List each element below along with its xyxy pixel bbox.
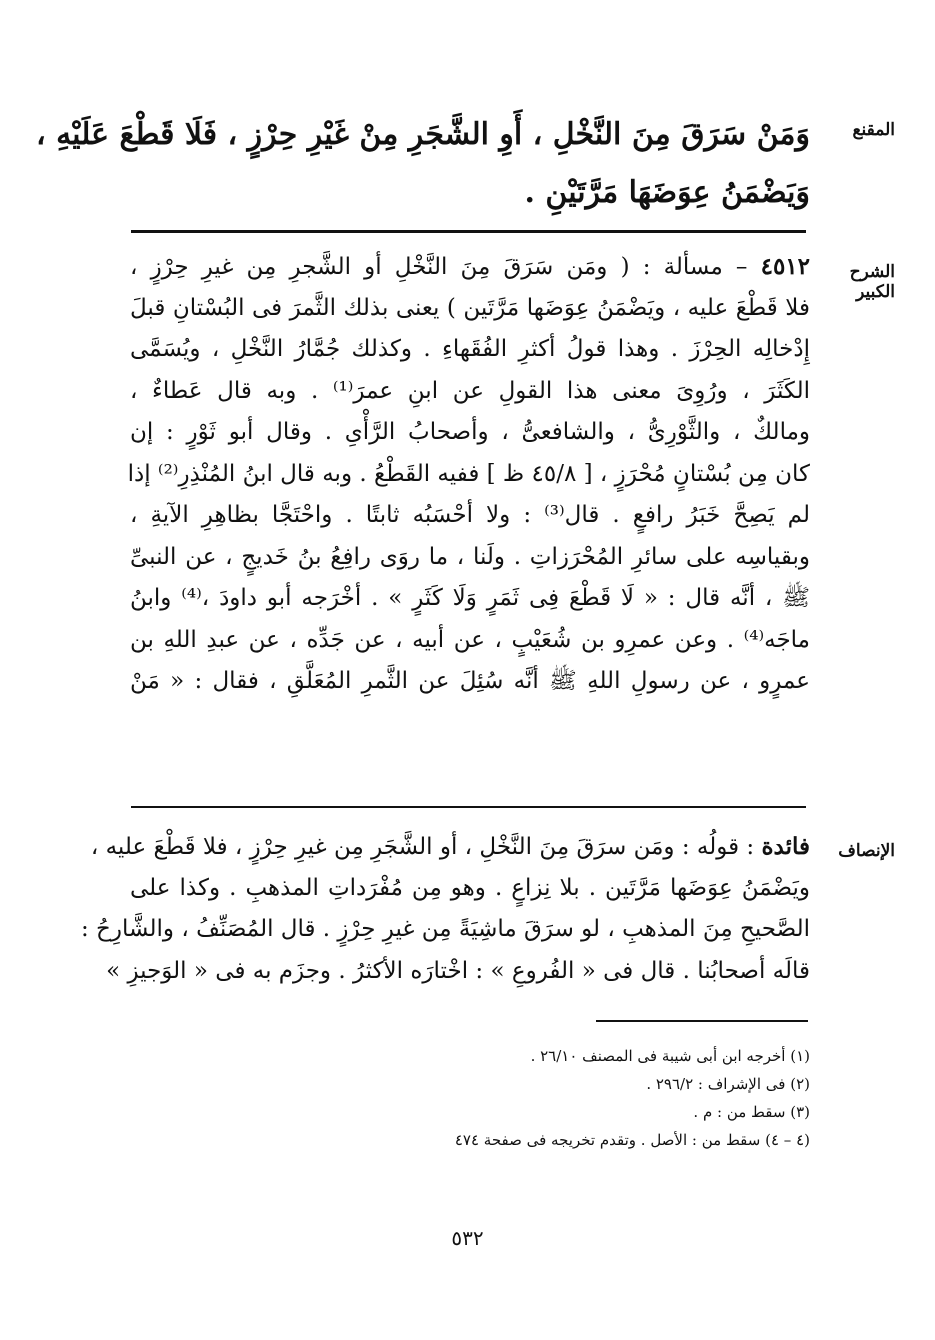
label-sharh: الشرح الكبير [849, 262, 895, 302]
label-muqni: المقنع [852, 120, 895, 140]
matn-line: وَيَضْمَنُ عِوَضَهَا مَرَّتَيْنِ . [524, 175, 810, 210]
insaf-lead: فائدة [761, 833, 810, 860]
sharh-line: كان مِن بُسْتانٍ مُحْرَزٍ ، [ ٤٥/٨ ظ ] ففيه القَطْعُ . وبه قال ابنُ المُنْذِرِ⁽²⁾ إذا [127, 460, 810, 487]
footnote: (٢) فى الإشراف : ٢٩٦/٢ . [646, 1075, 810, 1093]
label-insaf: الإنصاف [838, 841, 895, 861]
sharh-line: ماجَه⁽⁴⁾ . وعن عمرِو بن شُعَيْبٍ ، عن أبيه ، عن جَدِّه ، عن عبدِ اللهِ بن [130, 626, 810, 653]
insaf-line-text: : قولُه : ومَن سرَقَ مِنَ النَّخْلِ ، أو الشَّجَرِ مِن غيرِ حِرْزٍ ، فلا قَطْعَ عليه ، [90, 834, 755, 860]
footnotes [250, 1042, 810, 1154]
insaf-line: قالَه أصحابُنا . قال فى « الفُروعِ » : اخْتارَه الأكثرُ . وجزَم به فى « الوَجيزِ » [106, 957, 810, 984]
matn-text [35, 106, 810, 222]
insaf-text [80, 826, 810, 992]
footnote-divider [596, 1020, 808, 1022]
sharh-line: ومالكٌ ، والثَّوْرِىُّ ، والشافعىُّ ، وأصحابُ الرَّأْىِ . وقال أبو ثَوْرٍ : إن [130, 419, 810, 445]
divider-thin [131, 806, 806, 808]
insaf-line [90, 826, 810, 868]
insaf-line: الصَّحيحِ مِنَ المذهبِ ، لو سرَقَ ماشِيَةً مِن غيرِ حِرْزٍ . قال المُصَنِّفُ ، والشَّارِحُ : [80, 916, 810, 942]
sharh-line-text: – مسألة : ( ومَن سَرَقَ مِنَ النَّخْلِ أو الشَّجرِ مِن غيرِ حِرْزٍ ، [130, 254, 748, 280]
divider-thick [131, 230, 806, 233]
sharh-line: فلا قَطْعَ عليه ، ويَضْمَنُ عِوَضَها مَرَّتَين ) يعنى بذلك الثَّمرَ فى البُسْتانِ قبلَ [130, 294, 810, 321]
sharh-line [130, 246, 810, 288]
sharh-line: وبقياسِه على سائرِ المُحْرَزاتِ . ولَنا ، ما روَى رافِعُ بنُ خَديجٍ ، عن النبىِّ [130, 543, 810, 570]
insaf-line: ويَضْمَنُ عِوَضَها مَرَّتَين . بلا نِزاعٍ . وهو مِن مُفْرَداتِ المذهبِ . وكذا على [130, 874, 810, 901]
sharh-line: إِدْخالِه الحِرْزَ . وهذا قولُ أكثرِ الفُقَهاءِ . وكذلك جُمَّارُ النَّخْلِ ، ويُسَمَّى [130, 336, 810, 362]
footnote: (١) أخرجه ابن أبى شيبة فى المصنف ٢٦/١٠ . [530, 1047, 810, 1065]
footnote: (٤ – ٤) سقط من : الأصل . وتقدم تخريجه فى صفحة ٤٧٤ [454, 1131, 810, 1149]
sharh-line: ﷺ ، أنَّه قال : « لَا قَطْعَ فِى ثَمَرٍ وَلَا كَثَرٍ » . أخْرَجه أبو داودَ ،⁽⁴⁾ وابنُ [130, 585, 810, 611]
sharh-line: الكَثَرَ ، ورُوِىَ معنى هذا القولِ عن ابنِ عمرَ⁽¹⁾ . وبه قال عَطاءٌ ، [130, 377, 810, 404]
footnote: (٣) سقط من : م . [693, 1103, 810, 1121]
page-number: ٥٣٢ [451, 1226, 484, 1250]
sharh-line: عمرٍو ، عن رسولِ اللهِ ﷺ أنَّه سُئِلَ عن الثَّمرِ المُعَلَّقِ ، فقال : « مَنْ [130, 668, 810, 694]
issue-number: ٤٥١٢ [760, 253, 811, 280]
sharh-text [127, 246, 811, 703]
matn-line: وَمَنْ سَرَقَ مِنَ النَّخْلِ ، أَوِ الشَّجَرِ مِنْ غَيْرِ حِرْزٍ ، فَلَا قَطْعَ عَلَيْهِ ، [35, 117, 810, 152]
sharh-line: لم يَصِحَّ خَبَرُ رافعٍ . قال⁽³⁾ : ولا أحْسَبُه ثابتًا . واحْتَجَّا بظاهِرِ الآيةِ ، [130, 502, 810, 528]
